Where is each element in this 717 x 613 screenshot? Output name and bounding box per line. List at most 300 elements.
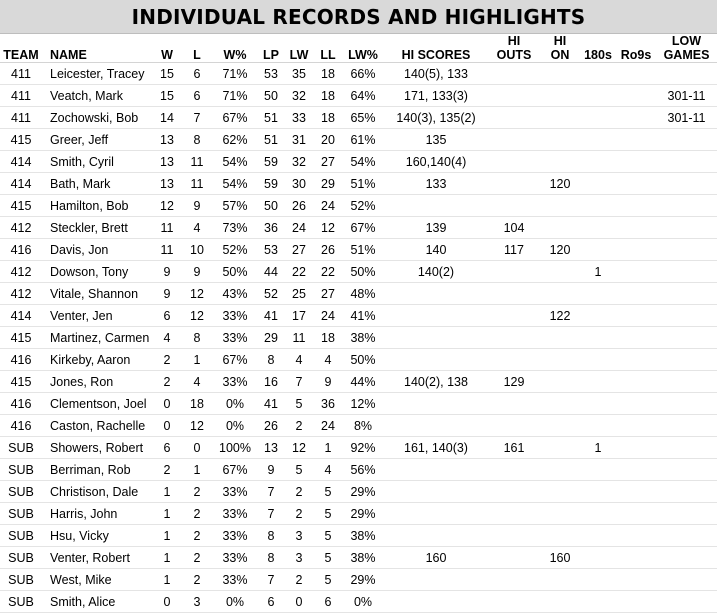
table-cell: 7 [267, 572, 275, 587]
table-cell: 11 [160, 242, 174, 257]
table-cell [580, 569, 616, 591]
table-row [0, 481, 717, 503]
table-cell: 35 [292, 66, 306, 81]
table-cell: 301-11 [667, 110, 706, 125]
table-row [0, 261, 717, 283]
column-header: LW% [348, 48, 378, 62]
table-cell: 100% [219, 440, 251, 455]
table-cell: 8 [267, 352, 275, 367]
table-cell: 0% [225, 396, 245, 411]
table-cell [540, 371, 580, 393]
table-cell [616, 173, 656, 195]
table-cell: 13 [264, 440, 278, 455]
table-cell: 1 [163, 506, 171, 521]
table-cell [580, 85, 616, 107]
table-cell [656, 591, 717, 613]
table-cell: 31 [292, 132, 306, 147]
table-cell: 8 [193, 132, 201, 147]
table-cell: 59 [264, 176, 278, 191]
table-row [0, 151, 717, 173]
table-cell [540, 63, 580, 85]
table-cell: Smith, Alice [50, 594, 116, 609]
table-cell [488, 393, 540, 415]
table-cell: 50% [350, 352, 376, 367]
table-cell [488, 85, 540, 107]
table-cell: 33% [222, 308, 248, 323]
table-cell: 1 [163, 484, 171, 499]
table-cell: 43% [222, 286, 248, 301]
table-cell: 122 [549, 308, 571, 323]
table-cell: 9 [193, 198, 201, 213]
table-cell: 2 [295, 506, 303, 521]
records-table [0, 34, 717, 613]
column-header: LL [320, 48, 336, 62]
table-cell: SUB [8, 550, 34, 565]
table-cell: Caston, Rachelle [50, 418, 146, 433]
table-cell: 15 [160, 88, 174, 103]
table-cell: SUB [8, 528, 34, 543]
table-cell [616, 547, 656, 569]
column-header: HI OUTS [496, 34, 532, 62]
table-cell [384, 393, 488, 415]
table-cell [580, 129, 616, 151]
table-cell [580, 393, 616, 415]
table-row [0, 459, 717, 481]
table-cell [580, 349, 616, 371]
table-cell: 14 [160, 110, 174, 125]
table-cell: 51% [350, 176, 376, 191]
table-cell [580, 591, 616, 613]
table-cell: 0% [353, 594, 373, 609]
table-cell [488, 547, 540, 569]
table-cell: 15 [160, 66, 174, 81]
table-cell [384, 525, 488, 547]
table-cell: 52% [350, 198, 376, 213]
table-cell: 140(3), 135(2) [396, 110, 476, 125]
table-cell [540, 415, 580, 437]
table-cell: 10 [190, 242, 204, 257]
table-row [0, 547, 717, 569]
page-title: INDIVIDUAL RECORDS AND HIGHLIGHTS [0, 0, 717, 34]
table-cell: 0 [163, 396, 171, 411]
table-cell [656, 459, 717, 481]
table-cell: 1 [193, 462, 201, 477]
table-cell: 18 [321, 330, 335, 345]
table-cell: 24 [292, 220, 306, 235]
table-cell: 4 [193, 374, 201, 389]
table-cell [616, 591, 656, 613]
table-cell: 22 [292, 264, 306, 279]
column-header: LOW GAMES [663, 34, 710, 62]
table-cell [488, 591, 540, 613]
table-cell [616, 371, 656, 393]
table-cell [616, 525, 656, 547]
table-cell: 4 [193, 220, 201, 235]
table-cell: 27 [292, 242, 306, 257]
table-cell: Clementson, Joel [50, 396, 147, 411]
table-cell: 412 [10, 264, 32, 279]
table-row [0, 525, 717, 547]
table-cell: 67% [222, 352, 248, 367]
table-cell: Davis, Jon [50, 242, 109, 257]
table-cell [656, 63, 717, 85]
table-cell [616, 283, 656, 305]
records-body [0, 63, 717, 613]
table-cell: 52 [264, 286, 278, 301]
table-cell: 4 [295, 352, 303, 367]
table-cell: 11 [292, 330, 306, 345]
column-header: LP [263, 48, 279, 62]
table-cell: 2 [163, 352, 171, 367]
table-cell: 2 [193, 484, 201, 499]
table-cell: 9 [163, 264, 171, 279]
table-cell: 6 [193, 66, 201, 81]
table-cell [488, 525, 540, 547]
table-cell: 2 [193, 528, 201, 543]
table-row [0, 305, 717, 327]
table-cell [488, 283, 540, 305]
table-cell: 36 [264, 220, 278, 235]
table-cell: 29% [350, 506, 376, 521]
table-cell: 18 [321, 88, 335, 103]
table-cell: 140(5), 133 [404, 66, 468, 81]
table-cell: 27 [321, 286, 335, 301]
table-cell: 48% [350, 286, 376, 301]
table-cell [384, 305, 488, 327]
table-cell [488, 459, 540, 481]
table-cell: 5 [295, 462, 303, 477]
table-cell [580, 63, 616, 85]
table-cell [488, 503, 540, 525]
table-cell: Jones, Ron [50, 374, 114, 389]
table-cell [384, 503, 488, 525]
table-cell: 7 [193, 110, 201, 125]
table-cell: 2 [193, 550, 201, 565]
table-cell [384, 569, 488, 591]
table-cell: 38% [350, 528, 376, 543]
table-row [0, 415, 717, 437]
table-row [0, 591, 717, 613]
table-cell: 0% [225, 594, 245, 609]
table-cell: 5 [324, 528, 332, 543]
table-cell: 38% [350, 330, 376, 345]
table-row [0, 107, 717, 129]
table-cell: 4 [324, 352, 332, 367]
table-cell [616, 481, 656, 503]
table-cell: 0 [163, 418, 171, 433]
table-cell [488, 107, 540, 129]
table-cell [384, 195, 488, 217]
table-cell: 26 [264, 418, 278, 433]
table-cell: 1 [163, 572, 171, 587]
table-cell: 53 [264, 66, 278, 81]
table-cell: 3 [295, 528, 303, 543]
table-cell [656, 217, 717, 239]
table-cell: 52% [222, 242, 248, 257]
table-cell [656, 415, 717, 437]
table-cell: 104 [503, 220, 525, 235]
table-cell: 117 [504, 242, 524, 257]
table-cell: 160,140(4) [405, 154, 467, 169]
table-cell [616, 85, 656, 107]
table-cell: 62% [222, 132, 248, 147]
table-cell: 7 [267, 484, 275, 499]
table-cell: 20 [321, 132, 335, 147]
table-cell: 44% [350, 374, 376, 389]
table-cell: Showers, Robert [50, 440, 144, 455]
table-cell: 5 [324, 506, 332, 521]
table-cell: 29 [321, 176, 335, 191]
table-cell: 51 [264, 110, 278, 125]
table-cell: 61% [350, 132, 376, 147]
table-cell [540, 85, 580, 107]
table-cell: 171, 133(3) [404, 88, 468, 103]
table-cell: 33% [222, 572, 248, 587]
table-cell: 414 [10, 176, 32, 191]
table-cell [616, 63, 656, 85]
table-cell [616, 195, 656, 217]
table-cell: 12% [350, 396, 376, 411]
table-cell [488, 481, 540, 503]
table-cell: 133 [425, 176, 447, 191]
table-cell: 41% [350, 308, 376, 323]
table-cell: 71% [222, 88, 248, 103]
table-row [0, 437, 717, 459]
table-cell: 140(2), 138 [404, 374, 468, 389]
table-cell: 4 [324, 462, 332, 477]
table-cell [616, 151, 656, 173]
table-cell: Hsu, Vicky [50, 528, 109, 543]
table-cell: 0 [295, 594, 303, 609]
table-cell: 13 [160, 132, 174, 147]
table-cell: 54% [222, 154, 248, 169]
table-cell [580, 459, 616, 481]
table-cell: 8% [353, 418, 373, 433]
table-cell: 416 [10, 352, 32, 367]
table-cell: 32 [292, 154, 306, 169]
table-cell: 12 [160, 198, 174, 213]
table-row [0, 173, 717, 195]
table-cell: SUB [8, 440, 34, 455]
table-cell [580, 217, 616, 239]
table-cell: 59 [264, 154, 278, 169]
table-cell [488, 129, 540, 151]
table-cell: 24 [321, 198, 335, 213]
table-cell [656, 349, 717, 371]
column-header: LW [289, 48, 309, 62]
table-cell: 1 [594, 264, 602, 279]
table-cell: 73% [222, 220, 248, 235]
table-cell: 13 [160, 154, 174, 169]
column-header: TEAM [3, 48, 39, 62]
table-cell [488, 569, 540, 591]
table-cell: 22 [321, 264, 335, 279]
table-cell: 18 [321, 110, 335, 125]
table-cell: 120 [549, 176, 571, 191]
column-header: NAME [50, 48, 87, 62]
table-cell: 53 [264, 242, 278, 257]
table-cell: 9 [324, 374, 332, 389]
table-cell [488, 173, 540, 195]
table-cell [540, 107, 580, 129]
table-cell: 24 [321, 418, 335, 433]
table-cell: 415 [10, 132, 32, 147]
table-cell: 17 [292, 308, 306, 323]
column-header: Ro9s [620, 48, 652, 62]
table-cell: 8 [193, 330, 201, 345]
table-cell: 5 [324, 572, 332, 587]
table-cell: 12 [190, 418, 204, 433]
table-cell [384, 591, 488, 613]
table-cell: 2 [295, 484, 303, 499]
table-cell [580, 283, 616, 305]
table-cell [580, 107, 616, 129]
table-cell: Venter, Robert [50, 550, 130, 565]
table-cell: 161 [503, 440, 525, 455]
table-cell: 51 [264, 132, 278, 147]
table-cell [580, 503, 616, 525]
table-cell: 41 [264, 396, 278, 411]
table-cell [656, 393, 717, 415]
table-cell [616, 107, 656, 129]
table-cell [540, 393, 580, 415]
table-cell [656, 503, 717, 525]
table-cell: 12 [190, 286, 204, 301]
table-cell [656, 437, 717, 459]
table-cell: SUB [8, 506, 34, 521]
table-cell [580, 525, 616, 547]
table-cell [616, 129, 656, 151]
table-cell [616, 415, 656, 437]
table-cell: 11 [190, 176, 204, 191]
table-cell: 57% [222, 198, 248, 213]
table-cell: 26 [292, 198, 306, 213]
table-cell [656, 261, 717, 283]
table-cell: Berriman, Rob [50, 462, 131, 477]
table-cell: West, Mike [50, 572, 112, 587]
table-cell: 12 [292, 440, 306, 455]
table-cell: Dowson, Tony [50, 264, 129, 279]
table-cell: Martinez, Carmen [50, 330, 150, 345]
table-cell: Kirkeby, Aaron [50, 352, 131, 367]
table-cell [384, 327, 488, 349]
table-cell: 6 [267, 594, 275, 609]
table-cell: Greer, Jeff [50, 132, 109, 147]
table-cell: 33% [222, 528, 248, 543]
table-cell: 6 [193, 88, 201, 103]
table-cell [580, 327, 616, 349]
table-cell [540, 195, 580, 217]
table-cell [616, 569, 656, 591]
table-cell: 13 [160, 176, 174, 191]
table-cell [384, 459, 488, 481]
table-cell: 29% [350, 572, 376, 587]
table-cell: 160 [549, 550, 571, 565]
table-cell [656, 129, 717, 151]
table-cell [580, 547, 616, 569]
table-cell: 129 [503, 374, 525, 389]
table-cell: 8 [267, 550, 275, 565]
column-header: W [161, 48, 173, 62]
table-cell [540, 503, 580, 525]
table-cell: 140 [425, 242, 447, 257]
table-row [0, 239, 717, 261]
table-cell: 33% [222, 374, 248, 389]
table-cell: 6 [324, 594, 332, 609]
table-cell: Zochowski, Bob [50, 110, 139, 125]
table-cell: 415 [10, 374, 32, 389]
table-cell [540, 437, 580, 459]
table-cell: 412 [10, 286, 32, 301]
table-cell: 54% [222, 176, 248, 191]
table-cell: 5 [295, 396, 303, 411]
table-row [0, 371, 717, 393]
table-cell: 415 [10, 198, 32, 213]
table-cell [656, 327, 717, 349]
table-cell: 44 [264, 264, 278, 279]
table-cell [580, 195, 616, 217]
table-cell [616, 459, 656, 481]
column-header: HI ON [550, 34, 570, 62]
table-cell [656, 305, 717, 327]
table-cell: 412 [10, 220, 32, 235]
table-cell: 1 [163, 550, 171, 565]
table-cell [540, 151, 580, 173]
table-cell: 51% [350, 242, 376, 257]
table-cell [616, 239, 656, 261]
column-header: L [193, 48, 201, 62]
table-cell: 29 [264, 330, 278, 345]
table-cell: 5 [324, 550, 332, 565]
table-cell: 2 [163, 374, 171, 389]
table-cell [384, 349, 488, 371]
table-cell [580, 371, 616, 393]
table-cell: 66% [350, 66, 376, 81]
table-cell: 50 [264, 88, 278, 103]
table-cell [540, 459, 580, 481]
table-cell: 7 [267, 506, 275, 521]
table-cell [616, 217, 656, 239]
table-cell [580, 481, 616, 503]
table-cell: 71% [222, 66, 248, 81]
table-cell: 135 [425, 132, 447, 147]
table-cell [488, 195, 540, 217]
table-cell [384, 283, 488, 305]
table-row [0, 327, 717, 349]
table-cell: Leicester, Tracey [50, 66, 145, 81]
table-cell: Steckler, Brett [50, 220, 128, 235]
table-cell: SUB [8, 484, 34, 499]
table-cell: 2 [295, 572, 303, 587]
table-cell: 18 [321, 66, 335, 81]
table-cell [580, 151, 616, 173]
table-cell: 2 [295, 418, 303, 433]
table-cell: 411 [11, 66, 31, 81]
table-cell [488, 151, 540, 173]
table-cell: 29% [350, 484, 376, 499]
table-cell: Bath, Mark [50, 176, 111, 191]
table-cell: 6 [163, 308, 171, 323]
table-cell [540, 129, 580, 151]
table-cell: 411 [11, 110, 31, 125]
table-cell [540, 349, 580, 371]
table-cell: 33% [222, 550, 248, 565]
table-cell [488, 261, 540, 283]
table-cell: Venter, Jen [50, 308, 113, 323]
table-cell: 414 [10, 154, 32, 169]
table-cell: 140(2) [417, 264, 455, 279]
table-row [0, 349, 717, 371]
